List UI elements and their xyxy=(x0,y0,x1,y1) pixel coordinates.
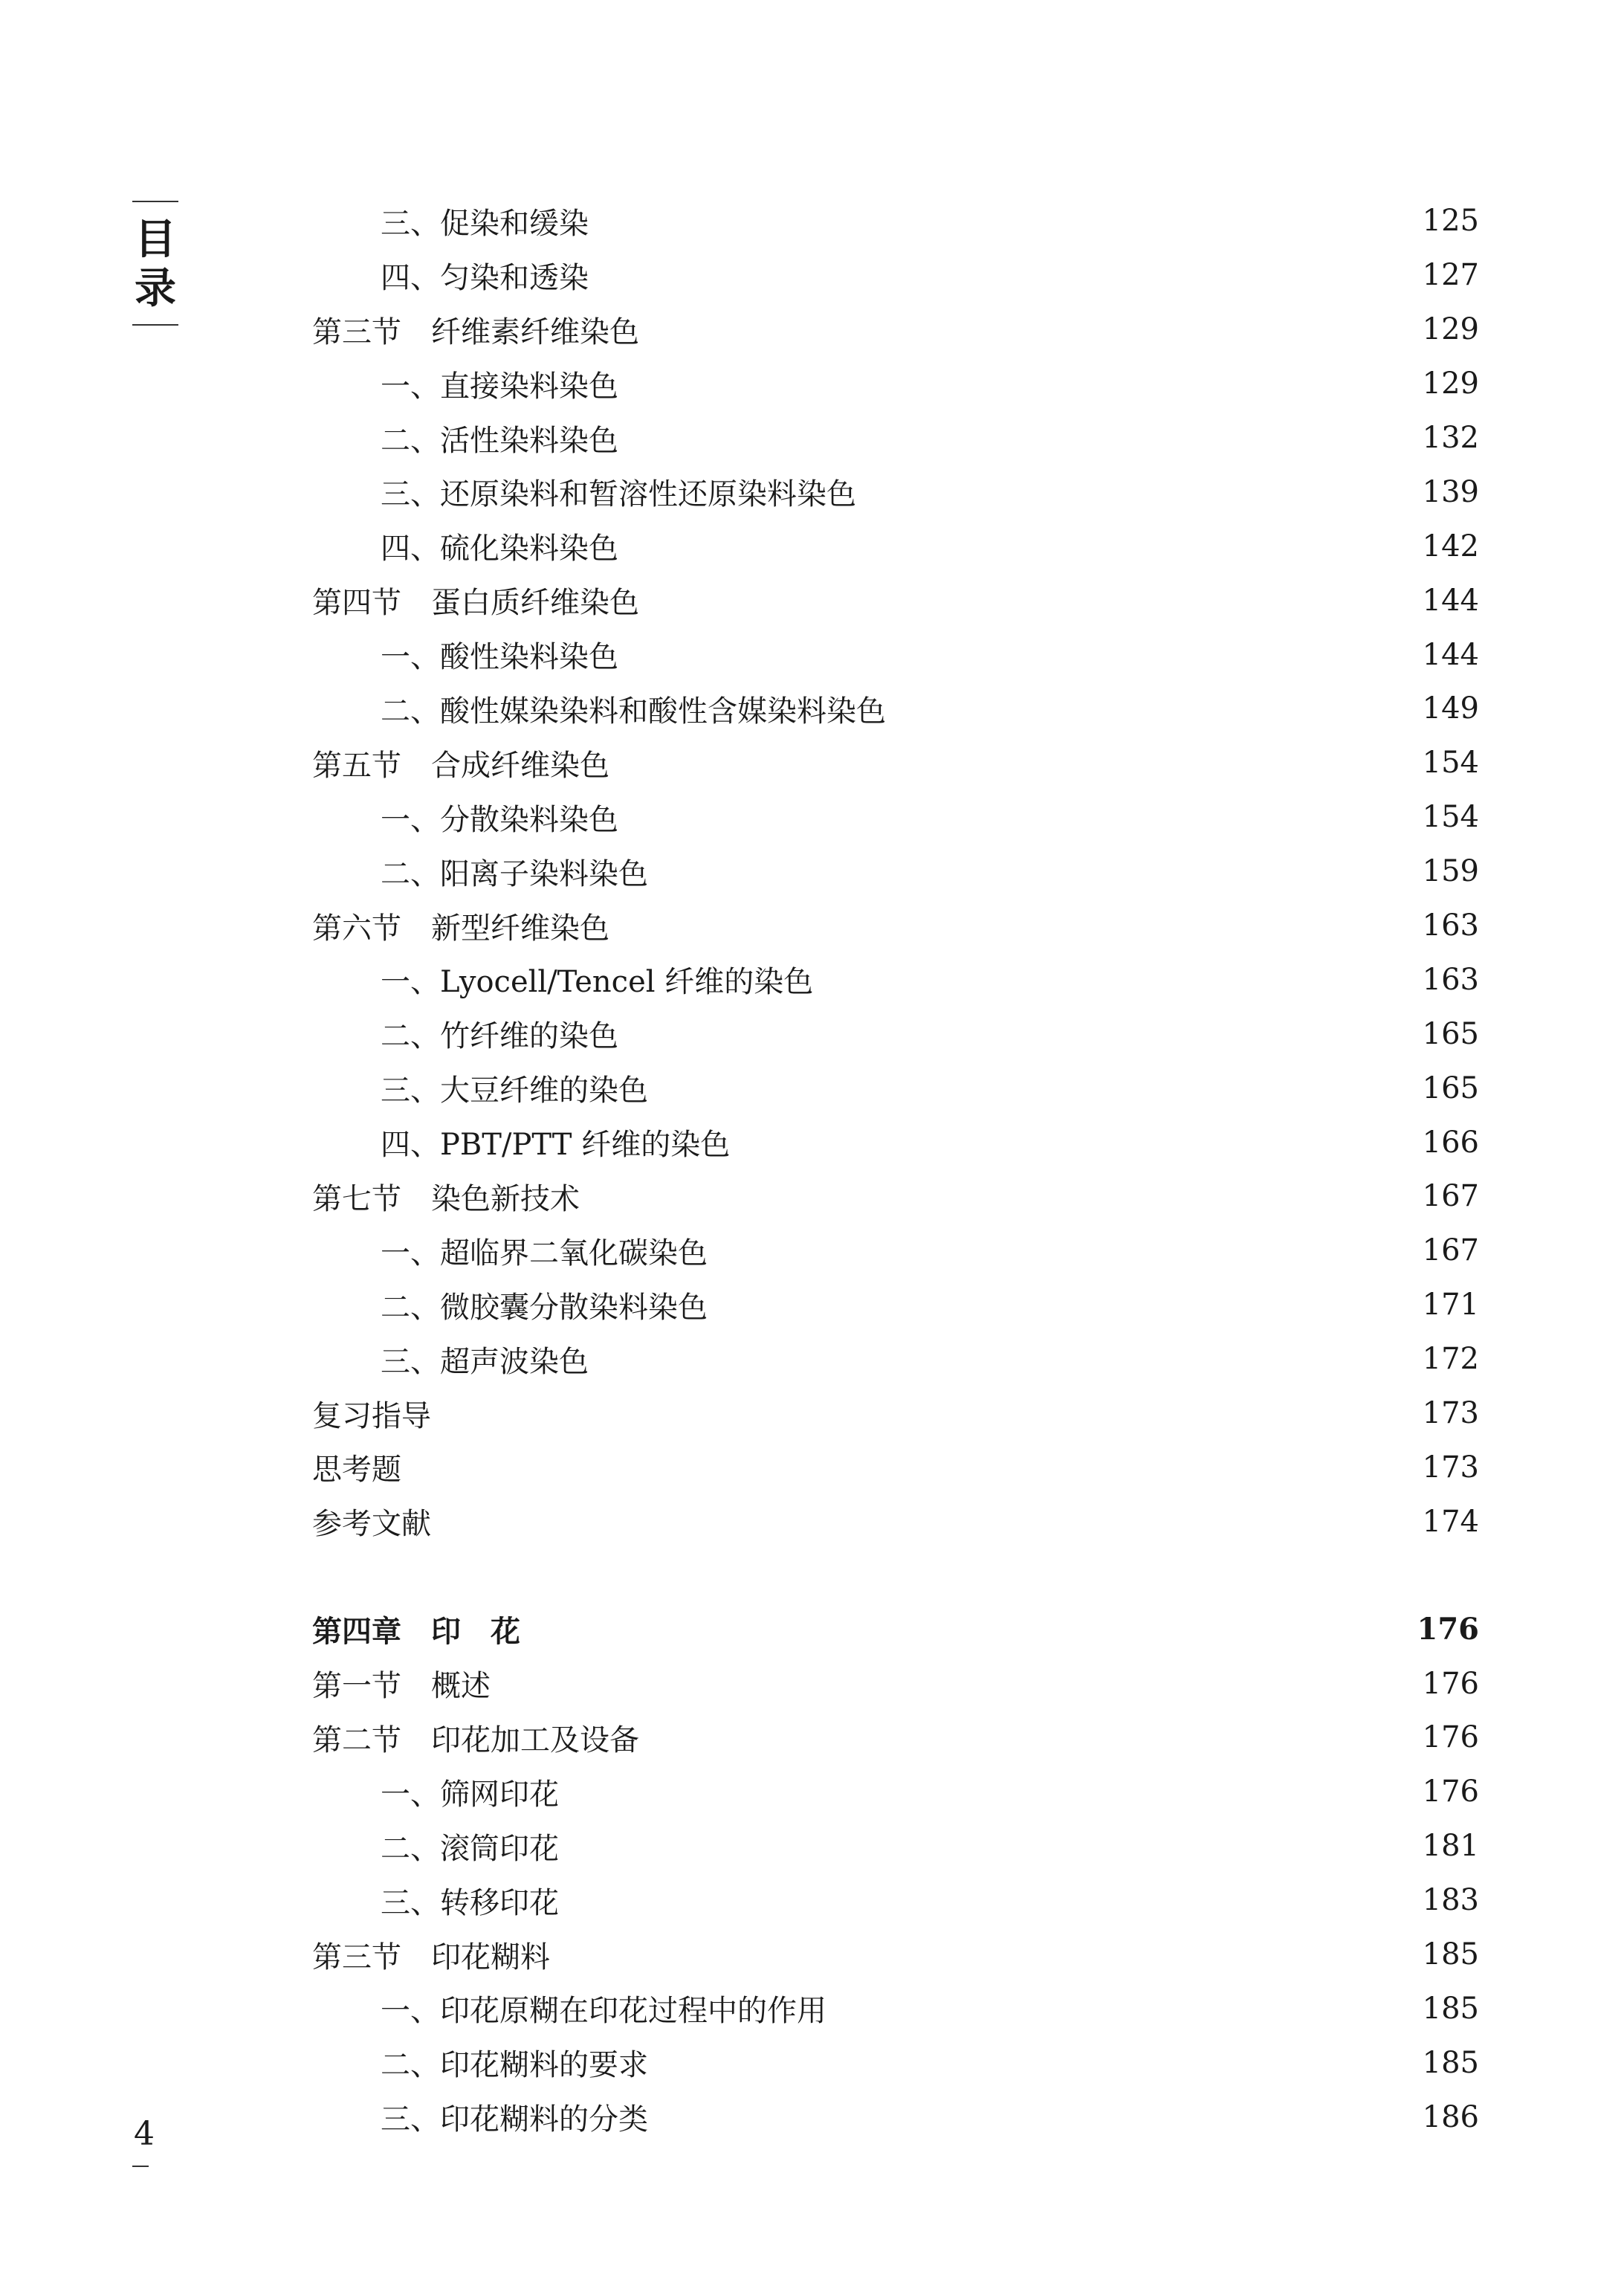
toc-leader-dots xyxy=(626,423,1409,453)
toc-leader-dots xyxy=(596,206,1409,236)
toc-leader-dots xyxy=(626,640,1409,670)
toc-entry-sub[interactable] xyxy=(312,2090,1479,2144)
toc-entry-sub[interactable] xyxy=(312,627,1479,682)
toc-entry-page: 185 xyxy=(1422,2045,1479,2080)
toc-entry-title: 染色新技术 xyxy=(431,1181,580,1216)
toc-entry-page: 176 xyxy=(1422,1720,1479,1755)
toc-entry-sub[interactable] xyxy=(312,1007,1479,1061)
toc-leader-dots xyxy=(715,1290,1409,1320)
toc-entry-number: 三、 xyxy=(381,477,440,512)
toc-leader-dots xyxy=(656,856,1409,886)
toc-entry-sub[interactable] xyxy=(312,2035,1479,2090)
toc-entry-page: 142 xyxy=(1422,529,1479,564)
toc-leader-dots xyxy=(647,1722,1409,1752)
toc-entry-title: 转移印花 xyxy=(440,1885,559,1920)
toc-entry-title: 竹纤维的染色 xyxy=(440,1019,618,1054)
toc-entry-number: 一、 xyxy=(381,640,440,675)
toc-entry-page: 186 xyxy=(1422,2099,1479,2134)
toc-entry-section[interactable] xyxy=(312,1928,1479,1982)
toc-entry-section[interactable] xyxy=(312,573,1479,627)
toc-leader-dots xyxy=(821,965,1408,995)
toc-leader-dots xyxy=(566,1777,1409,1806)
toc-entry-sub[interactable] xyxy=(312,682,1479,736)
toc-entry-number: 二、 xyxy=(381,1831,440,1866)
toc-entry-sub[interactable] xyxy=(312,1982,1479,2036)
toc-entry-title: 印花加工及设备 xyxy=(431,1722,639,1757)
toc-entry-sub[interactable] xyxy=(312,248,1479,303)
toc-entry-sub[interactable] xyxy=(312,790,1479,845)
toc-entry-number: 二、 xyxy=(381,423,440,458)
toc-entry-page: 154 xyxy=(1422,800,1479,835)
toc-leader-dots xyxy=(596,260,1409,290)
toc-leader-dots xyxy=(656,1073,1409,1103)
toc-entry-title: Lyocell/Tencel 纤维的染色 xyxy=(440,965,814,1000)
toc-entry-title: 匀染和透染 xyxy=(440,260,589,295)
toc-leader-dots xyxy=(647,586,1409,616)
toc-entry-title: 阳离子染料染色 xyxy=(440,856,648,891)
toc-entry-title: 直接染料染色 xyxy=(440,369,618,404)
toc-entry-sub[interactable] xyxy=(312,952,1479,1007)
toc-entry-plain[interactable] xyxy=(312,1386,1479,1441)
toc-leader-dots xyxy=(647,314,1409,344)
table-of-contents xyxy=(312,194,1479,2144)
toc-leader-dots xyxy=(409,1453,1409,1482)
toc-leader-dots xyxy=(626,532,1409,561)
toc-entry-title: 新型纤维染色 xyxy=(431,911,609,946)
toc-leader-dots xyxy=(864,477,1409,507)
toc-entry-number: 一、 xyxy=(381,369,440,404)
toc-entry-title: 印 花 xyxy=(431,1614,520,1650)
toc-entry-title: 硫化染料染色 xyxy=(440,532,618,566)
toc-leader-dots xyxy=(626,1019,1409,1049)
toc-entry-number: 二、 xyxy=(381,2048,440,2083)
toc-entry-number: 四、 xyxy=(381,1128,440,1163)
toc-entry-page: 125 xyxy=(1422,204,1479,239)
toc-entry-number: 三、 xyxy=(381,1885,440,1920)
toc-entry-section[interactable] xyxy=(312,1169,1479,1224)
toc-entry-page: 185 xyxy=(1422,1991,1479,2026)
toc-entry-sub[interactable] xyxy=(312,1873,1479,1928)
toc-entry-number: 第三节 xyxy=(312,1940,401,1974)
toc-entry-number: 第七节 xyxy=(312,1181,401,1216)
toc-entry-page: 165 xyxy=(1422,1016,1479,1051)
toc-entry-title: 超声波染色 xyxy=(440,1344,589,1379)
toc-entry-title: 滚筒印花 xyxy=(440,1831,559,1866)
toc-entry-sub[interactable] xyxy=(312,845,1479,899)
toc-entry-title: 印花糊料的分类 xyxy=(440,2102,648,2137)
toc-entry-page: 173 xyxy=(1422,1450,1479,1485)
toc-entry-number: 二、 xyxy=(381,856,440,891)
toc-leader-dots xyxy=(656,2048,1409,2078)
toc-entry-sub[interactable] xyxy=(312,465,1479,519)
toc-entry-title: 大豆纤维的染色 xyxy=(440,1073,648,1108)
toc-entry-title: 印花原糊在印花过程中的作用 xyxy=(440,1994,826,2029)
toc-leader-dots xyxy=(587,1181,1409,1211)
toc-entry-number: 二、 xyxy=(381,1290,440,1325)
toc-entry-page: 171 xyxy=(1422,1288,1479,1323)
toc-entry-title: 印花糊料的要求 xyxy=(440,2048,648,2083)
toc-entry-page: 144 xyxy=(1422,637,1479,672)
toc-entry-sub[interactable] xyxy=(312,1332,1479,1386)
side-label-char: 录 xyxy=(135,265,176,313)
toc-entry-sub[interactable] xyxy=(312,1819,1479,1873)
toc-entry-page: 183 xyxy=(1422,1883,1479,1918)
toc-entry-section[interactable] xyxy=(312,1656,1479,1711)
toc-entry-title: PBT/PTT 纤维的染色 xyxy=(440,1128,731,1163)
toc-leader-dots xyxy=(557,1940,1409,1969)
toc-entry-number: 三、 xyxy=(381,1073,440,1108)
toc-entry-title: 纤维素纤维染色 xyxy=(431,314,639,349)
toc-entry-sub[interactable] xyxy=(312,357,1479,411)
toc-entry-sub[interactable] xyxy=(312,1224,1479,1278)
toc-entry-page: 154 xyxy=(1422,746,1479,781)
side-label-bottom-rule xyxy=(132,324,178,326)
toc-entry-page: 159 xyxy=(1422,854,1479,889)
toc-entry-number: 第四节 xyxy=(312,586,401,621)
toc-entry-title: 印花糊料 xyxy=(431,1940,550,1974)
toc-entry-page: 165 xyxy=(1422,1071,1479,1105)
toc-entry-page: 149 xyxy=(1422,691,1479,726)
toc-entry-page: 167 xyxy=(1422,1233,1479,1268)
toc-entry-number: 第六节 xyxy=(312,911,401,946)
toc-entry-page: 127 xyxy=(1422,258,1479,293)
toc-entry-page: 139 xyxy=(1422,474,1479,509)
toc-entry-title: 思考题 xyxy=(312,1453,401,1488)
toc-entry-number: 三、 xyxy=(381,2102,440,2137)
toc-entry-title: 蛋白质纤维染色 xyxy=(431,586,639,621)
toc-entry-number: 第四章 xyxy=(312,1614,401,1650)
toc-entry-number: 二、 xyxy=(381,694,440,729)
toc-entry-page: 163 xyxy=(1422,908,1479,943)
toc-entry-section[interactable] xyxy=(312,736,1479,790)
toc-entry-sub[interactable] xyxy=(312,519,1479,573)
side-label-text xyxy=(132,202,178,324)
toc-entry-number: 第一节 xyxy=(312,1669,401,1704)
toc-leader-dots xyxy=(566,1885,1409,1915)
toc-entry-page: 129 xyxy=(1422,366,1479,401)
toc-entry-page: 173 xyxy=(1422,1396,1479,1431)
toc-leader-dots xyxy=(834,1994,1409,2024)
toc-entry-page: 129 xyxy=(1422,312,1479,347)
toc-entry-page: 176 xyxy=(1422,1666,1479,1701)
toc-entry-title: 微胶囊分散染料染色 xyxy=(440,1290,708,1325)
toc-leader-dots xyxy=(893,694,1409,723)
toc-entry-page: 144 xyxy=(1422,583,1479,618)
toc-entry-number: 一、 xyxy=(381,965,440,1000)
toc-entry-number: 第二节 xyxy=(312,1722,401,1757)
toc-entry-title: 合成纤维染色 xyxy=(431,748,609,783)
toc-entry-title: 复习指导 xyxy=(312,1398,431,1433)
toc-entry-page: 163 xyxy=(1422,962,1479,997)
toc-entry-page: 174 xyxy=(1422,1504,1479,1539)
toc-entry-page: 181 xyxy=(1422,1829,1479,1864)
toc-leader-dots xyxy=(439,1398,1409,1428)
toc-side-label xyxy=(132,201,178,326)
toc-entry-section[interactable] xyxy=(312,303,1479,357)
toc-leader-dots xyxy=(626,802,1409,832)
toc-entry-section[interactable] xyxy=(312,899,1479,953)
toc-entry-section[interactable] xyxy=(312,1711,1479,1765)
toc-entry-page: 172 xyxy=(1422,1342,1479,1377)
toc-entry-sub[interactable] xyxy=(312,1115,1479,1169)
toc-entry-number: 一、 xyxy=(381,802,440,837)
toc-entry-number: 三、 xyxy=(381,206,440,241)
toc-entry-sub[interactable] xyxy=(312,194,1479,248)
toc-entry-page: 132 xyxy=(1422,421,1479,455)
toc-entry-title: 酸性媒染染料和酸性含媒染料染色 xyxy=(440,694,886,729)
toc-entry-title: 活性染料染色 xyxy=(440,423,618,458)
toc-entry-title: 超临界二氧化碳染色 xyxy=(440,1236,708,1270)
toc-entry-page: 166 xyxy=(1422,1125,1479,1160)
toc-entry-page: 167 xyxy=(1422,1179,1479,1214)
toc-entry-page: 176 xyxy=(1417,1612,1479,1647)
toc-leader-dots xyxy=(737,1128,1408,1157)
toc-leader-dots xyxy=(528,1615,1404,1644)
toc-entry-title: 参考文献 xyxy=(312,1507,431,1542)
toc-entry-number: 一、 xyxy=(381,1777,440,1812)
toc-leader-dots xyxy=(715,1236,1409,1265)
toc-entry-number: 四、 xyxy=(381,532,440,566)
toc-entry-number: 一、 xyxy=(381,1236,440,1270)
toc-entry-number: 一、 xyxy=(381,1994,440,2029)
toc-entry-chapter[interactable] xyxy=(312,1602,1479,1656)
toc-entry-title: 促染和缓染 xyxy=(440,206,589,241)
toc-entry-number: 四、 xyxy=(381,260,440,295)
toc-leader-dots xyxy=(617,748,1409,778)
page-number-rule xyxy=(132,2166,149,2167)
toc-entry-page: 185 xyxy=(1422,1937,1479,1972)
toc-entry-number: 三、 xyxy=(381,1344,440,1379)
toc-leader-dots xyxy=(566,1831,1409,1861)
toc-entry-sub[interactable] xyxy=(312,1061,1479,1115)
toc-leader-dots xyxy=(498,1669,1409,1699)
toc-entry-sub[interactable] xyxy=(312,1278,1479,1332)
toc-entry-title: 概述 xyxy=(431,1669,491,1704)
toc-entry-number: 第五节 xyxy=(312,748,401,783)
toc-entry-plain[interactable] xyxy=(312,1440,1479,1494)
toc-leader-dots xyxy=(439,1507,1409,1537)
toc-entry-title: 筛网印花 xyxy=(440,1777,559,1812)
toc-entry-plain[interactable] xyxy=(312,1494,1479,1549)
toc-entry-number: 第三节 xyxy=(312,314,401,349)
toc-entry-sub[interactable] xyxy=(312,1765,1479,1819)
toc-leader-dots xyxy=(596,1344,1409,1374)
toc-entry-sub[interactable] xyxy=(312,411,1479,465)
toc-leader-dots xyxy=(617,911,1409,940)
toc-entry-number: 二、 xyxy=(381,1019,440,1054)
toc-entry-title: 分散染料染色 xyxy=(440,802,618,837)
toc-leader-dots xyxy=(626,369,1409,398)
page-number: 4 xyxy=(134,2115,155,2153)
toc-leader-dots xyxy=(656,2102,1409,2132)
toc-entry-page: 176 xyxy=(1422,1775,1479,1809)
side-label-char: 目 xyxy=(135,216,176,264)
toc-entry-title: 还原染料和暂溶性还原染料染色 xyxy=(440,477,856,512)
toc-entry-title: 酸性染料染色 xyxy=(440,640,618,675)
